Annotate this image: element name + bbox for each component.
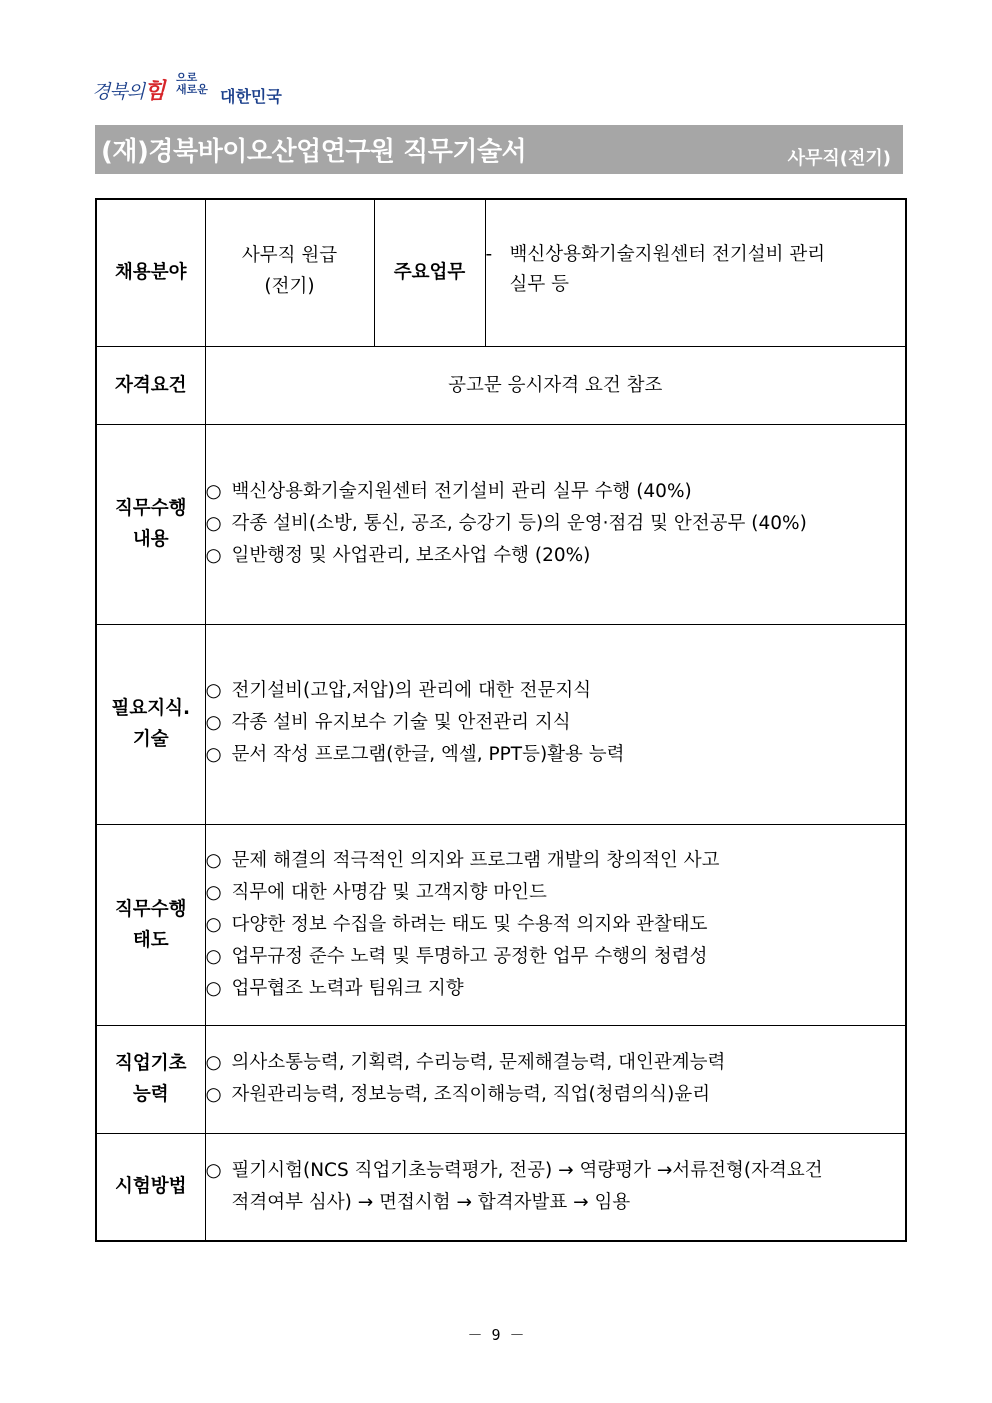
item-text: 필기시험(NCS 직업기초능력평가, 전공) → 역량평가 →서류전형(자격요건	[231, 1159, 823, 1181]
label-line: 직무수행	[115, 898, 187, 920]
bullet-icon: ○	[205, 849, 222, 871]
page-number: － 9 －	[467, 1326, 525, 1344]
list-item	[206, 941, 906, 973]
bullet-icon: ○	[205, 945, 222, 967]
list-item	[206, 540, 906, 572]
job-description-table	[95, 198, 907, 1242]
section-content	[205, 824, 906, 1025]
item-text: 직무에 대한 사명감 및 고객지향 마인드	[231, 881, 547, 903]
list-item	[206, 508, 906, 540]
item-text: 각종 설비(소방, 통신, 공조, 승강기 등)의 운영·점검 및 안전공무 (40%)	[231, 512, 807, 534]
bullet-icon: ○	[205, 743, 222, 765]
item-text: 업무규정 준수 노력 및 투명하고 공정한 업무 수행의 청렴성	[231, 945, 708, 967]
table-row	[96, 346, 906, 424]
label-line: 직무수행	[115, 498, 187, 519]
section-label	[96, 1025, 205, 1133]
section-label	[96, 824, 205, 1025]
duty-label: 주요업무	[374, 199, 485, 346]
duty-line: 실무 등	[509, 274, 569, 295]
bullet-icon: ○	[205, 977, 222, 999]
field-value-line: (전기)	[264, 276, 315, 297]
table-row	[96, 824, 906, 1025]
item-text: 전기설비(고압,저압)의 관리에 대한 전문지식	[231, 679, 592, 701]
table-row	[96, 199, 906, 346]
section-content	[205, 424, 906, 624]
duty-value	[485, 199, 906, 346]
bullet-icon: ○	[205, 480, 222, 502]
list-item	[206, 845, 906, 877]
job-category: 사무직(전기)	[787, 148, 891, 169]
label-line: 태도	[132, 929, 169, 951]
label-line: 기술	[132, 729, 169, 750]
bullet-icon: ○	[205, 679, 222, 701]
list-item	[206, 909, 906, 941]
item-text: 문서 작성 프로그램(한글, 엑셀, PPT등)활용 능력	[231, 743, 625, 765]
bullet-icon: ○	[205, 1052, 222, 1073]
list-item	[206, 739, 906, 771]
table-row	[96, 1025, 906, 1133]
list-item	[206, 476, 906, 508]
section-content	[205, 624, 906, 824]
list-item	[206, 973, 906, 1005]
qualification-label: 자격요건	[96, 346, 205, 424]
field-label: 채용분야	[96, 199, 205, 346]
section-label	[96, 624, 205, 824]
duty-text: 백신상용화기술지원센터 전기설비 관리	[509, 244, 826, 265]
item-text: 백신상용화기술지원센터 전기설비 관리 실무 수행 (40%)	[231, 480, 692, 502]
logo-nation-text: 대한민국	[220, 87, 282, 106]
logo-small-text: 으로 새로운	[176, 71, 208, 96]
item-text: 적격여부 심사) → 면접시험 → 합격자발표 → 임용	[231, 1191, 631, 1213]
section-content	[205, 1025, 906, 1133]
label-line: 내용	[132, 529, 169, 550]
item-text: 각종 설비 유지보수 기술 및 안전관리 지식	[231, 711, 571, 733]
item-text: 다양한 정보 수집을 하려는 태도 및 수용적 의지와 관찰태도	[231, 913, 708, 935]
item-text: 업무협조 노력과 팀워크 지향	[231, 977, 464, 999]
label-line: 직업기초	[115, 1053, 187, 1074]
item-text: 의사소통능력, 기획력, 수리능력, 문제해결능력, 대인관계능력	[231, 1052, 726, 1073]
bullet-icon: ○	[205, 711, 222, 733]
table-row	[96, 624, 906, 824]
label-line: 능력	[132, 1084, 169, 1105]
exam-label: 시험방법	[96, 1133, 205, 1241]
section-label	[96, 424, 205, 624]
list-item	[206, 707, 906, 739]
list-item	[206, 1079, 906, 1111]
item-text: 문제 해결의 적극적인 의지와 프로그램 개발의 창의적인 사고	[231, 849, 720, 871]
duty-line	[486, 240, 906, 270]
exam-content	[205, 1133, 906, 1241]
list-item	[206, 877, 906, 909]
bullet-icon: ○	[205, 544, 222, 566]
title-bar	[95, 125, 903, 174]
list-item	[206, 675, 906, 707]
list-item-continued	[206, 1187, 906, 1219]
bullet-icon: ○	[205, 881, 222, 903]
table-row	[96, 1133, 906, 1241]
field-value-line: 사무직 원급	[241, 245, 338, 266]
list-item	[206, 1155, 906, 1187]
item-text: 일반행정 및 사업관리, 보조사업 수행 (20%)	[231, 544, 591, 566]
bullet-icon: ○	[205, 512, 222, 534]
list-item	[206, 1047, 906, 1079]
bullet-icon: ○	[205, 913, 222, 935]
bullet-icon: ○	[205, 1084, 222, 1105]
table-row	[96, 424, 906, 624]
qualification-value: 공고문 응시자격 요건 참조	[205, 346, 906, 424]
bullet-icon: ○	[205, 1159, 222, 1181]
logo-script: 경북의힘	[92, 78, 165, 104]
item-text: 자원관리능력, 정보능력, 조직이해능력, 직업(청렴의식)윤리	[231, 1084, 711, 1105]
field-value	[205, 199, 374, 346]
page-title: (재)경북바이오산업연구원 직무기술서	[101, 137, 527, 167]
dash: -	[485, 244, 493, 265]
label-line: 필요지식.	[111, 698, 190, 719]
